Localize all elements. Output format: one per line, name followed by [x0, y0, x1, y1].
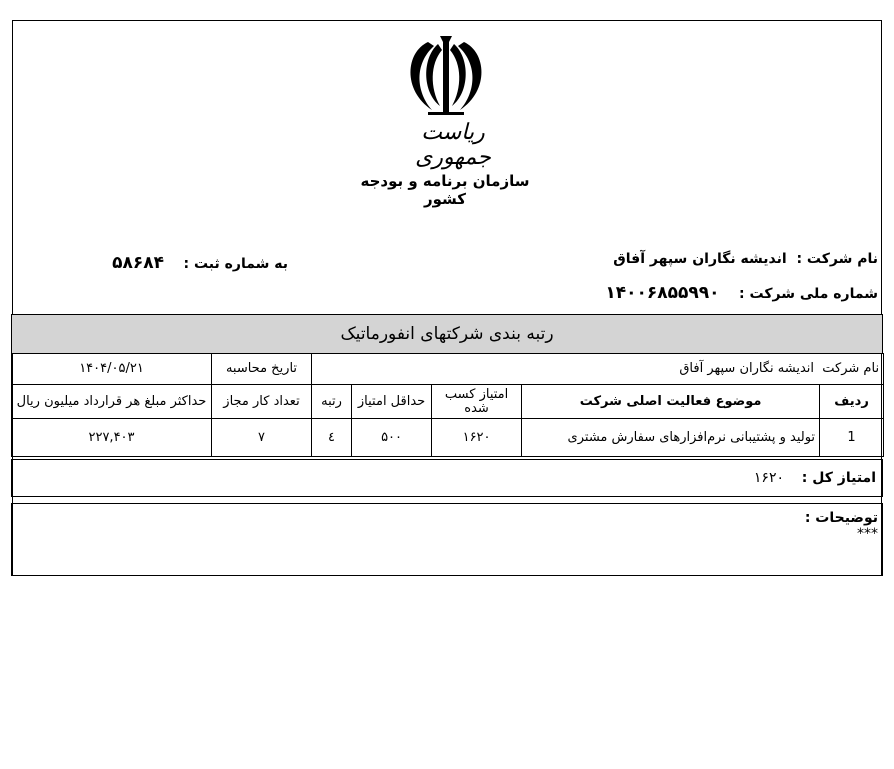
total-score-value: ۱۶۲۰: [753, 470, 784, 486]
col-amount-header: حداکثر مبلغ هر قرارداد میلیون ریال: [12, 385, 212, 419]
company-name-label: نام شرکت :: [796, 251, 878, 267]
ranking-table: [11, 353, 884, 457]
total-score-label: امتیاز کل :: [801, 470, 876, 486]
cell-rank: ٤: [312, 419, 352, 457]
table-row: [12, 419, 884, 457]
cell-activity: تولید و پشتیبانی نرم‌افزارهای سفارش مشتری: [522, 419, 820, 457]
organization-name: سازمان برنامه و بودجه کشور: [360, 172, 530, 208]
col-min-header: حداقل امتیاز: [352, 385, 432, 419]
header-row: [12, 385, 884, 419]
col-jobs-header: تعداد کار مجاز: [212, 385, 312, 419]
company-name-cell: [312, 354, 884, 385]
col-row-header: ردیف: [820, 385, 884, 419]
registration-label: به شماره ثبت :: [183, 256, 288, 272]
national-id-label: شماره ملی شرکت :: [739, 286, 878, 302]
company-name-line: [613, 251, 878, 267]
cell-min-score: ۵۰۰: [352, 419, 432, 457]
col-activity-header: موضوع فعالیت اصلی شرکت: [522, 385, 820, 419]
notes-value: ***: [857, 526, 878, 542]
cell-row: 1: [820, 419, 884, 457]
company-name-value: اندیشه نگاران سپهر آفاق: [613, 251, 787, 267]
calc-date-label: تاریخ محاسبه: [212, 354, 312, 385]
ranking-title: رتبه بندی شرکتهای انفورماتیک: [11, 314, 883, 354]
presidency-signature: ریاست جمهوری: [415, 120, 491, 170]
registration-value: ۵۸۶۸۴: [112, 253, 164, 273]
total-score-box: [11, 459, 883, 497]
iran-emblem-icon: [398, 30, 494, 118]
notes-box: [11, 503, 883, 576]
cell-max-amount: ۲۲۷,۴۰۳: [12, 419, 212, 457]
national-id-value: ۱۴۰۰۶۸۵۵۹۹۰: [605, 283, 720, 303]
national-id-line: [605, 283, 878, 303]
cell-allowed-jobs: ۷: [212, 419, 312, 457]
col-earned-header: امتیاز کسب شده: [432, 385, 522, 419]
notes-label: توضیحات :: [804, 510, 878, 526]
col-rank-header: رتبه: [312, 385, 352, 419]
cell-earned-score: ۱۶۲۰: [432, 419, 522, 457]
company-name-cell-value: اندیشه نگاران سپهر آفاق: [679, 361, 815, 376]
registration-line: [112, 253, 288, 273]
company-name-cell-label: نام شرکت: [822, 361, 880, 376]
calc-date-value: ۱۴۰۴/۰۵/۲۱: [12, 354, 212, 385]
company-date-row: [12, 354, 884, 385]
